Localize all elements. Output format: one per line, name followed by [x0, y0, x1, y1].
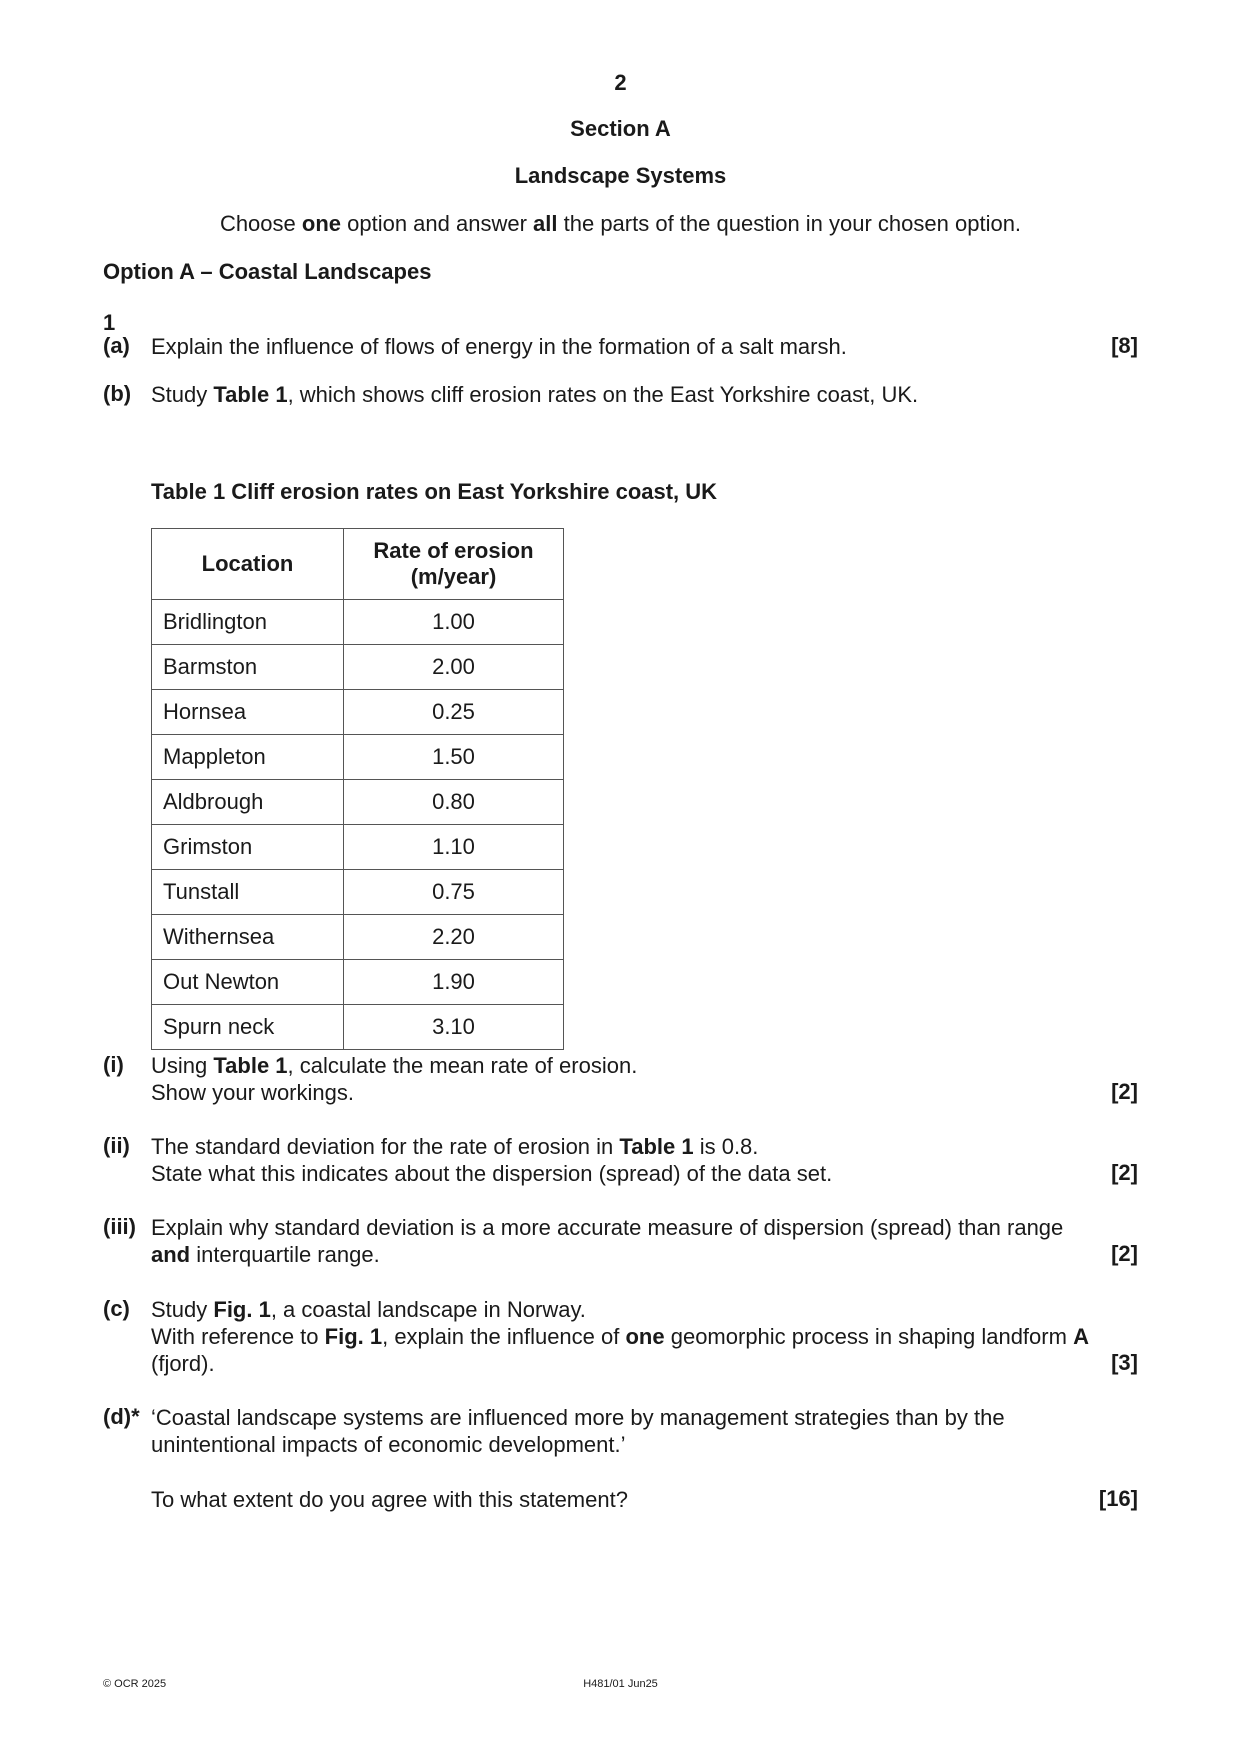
- table-row: [152, 1005, 564, 1050]
- page-number: 2: [614, 70, 627, 95]
- part-d-text: ‘Coastal landscape systems are influenced more by management strategies than by the unintentional impacts of economic development.’: [151, 1405, 1005, 1457]
- location-cell: Tunstall: [152, 870, 344, 915]
- part-b-iii-label: (iii): [103, 1214, 136, 1239]
- part-c-mark: [3]: [1111, 1350, 1138, 1375]
- location-cell: Withernsea: [152, 915, 344, 960]
- rate-cell: 2.00: [344, 645, 564, 690]
- part-d-mark: [16]: [1098, 1486, 1138, 1511]
- part-a-label: (a): [103, 333, 130, 358]
- part-a-mark: [8]: [1111, 333, 1138, 358]
- part-d-label: (d)*: [103, 1404, 140, 1429]
- part-c-label: (c): [103, 1296, 130, 1321]
- option-title: Option A – Coastal Landscapes: [103, 259, 432, 284]
- rate-cell: 0.75: [344, 870, 564, 915]
- table-row: [152, 870, 564, 915]
- part-b-ii-label: (ii): [103, 1133, 130, 1158]
- rate-cell: 2.20: [344, 915, 564, 960]
- section-heading: Section A: [570, 116, 671, 141]
- rate-cell: 0.25: [344, 690, 564, 735]
- table-header-row: [152, 529, 564, 600]
- part-b-text: Study Table 1, which shows cliff erosion rates on the East Yorkshire coast, UK.: [151, 382, 919, 407]
- location-cell: Barmston: [152, 645, 344, 690]
- table-row: [152, 735, 564, 780]
- instruction: Choose one option and answer all the parts of the question in your chosen option.: [219, 211, 1022, 236]
- part-d-question: To what extent do you agree with this statement?: [151, 1487, 628, 1512]
- question-number: 1: [103, 310, 116, 335]
- part-b-ii-text: The standard deviation for the rate of erosion in Table 1 is 0.8. State what this indicates about the dispersion (spread) of the data set.: [151, 1134, 833, 1186]
- location-cell: Spurn neck: [152, 1005, 344, 1050]
- location-cell: Out Newton: [152, 960, 344, 1005]
- location-cell: Hornsea: [152, 690, 344, 735]
- table-row: [152, 825, 564, 870]
- table-row: [152, 600, 564, 645]
- rate-cell: 1.10: [344, 825, 564, 870]
- table-row: [152, 780, 564, 825]
- part-b-ii-mark: [2]: [1111, 1160, 1138, 1185]
- part-b-iii-text: Explain why standard deviation is a more accurate measure of dispersion (spread) than range and interquartile range.: [151, 1215, 1064, 1267]
- table-row: [152, 915, 564, 960]
- location-cell: Mappleton: [152, 735, 344, 780]
- topic-heading: Landscape Systems: [514, 163, 727, 188]
- part-b-iii-mark: [2]: [1111, 1241, 1138, 1266]
- location-header: Location: [152, 529, 344, 600]
- rate-cell: 1.90: [344, 960, 564, 1005]
- table-row: [152, 645, 564, 690]
- part-a-text: Explain the influence of flows of energy in the formation of a salt marsh.: [151, 334, 847, 359]
- erosion-table: [151, 528, 564, 1050]
- table-caption: Table 1 Cliff erosion rates on East Yorkshire coast, UK: [151, 479, 718, 504]
- footer-copyright: © OCR 2025: [103, 1678, 167, 1690]
- rate-cell: 0.80: [344, 780, 564, 825]
- location-cell: Bridlington: [152, 600, 344, 645]
- rate-cell: 3.10: [344, 1005, 564, 1050]
- part-b-i-text: Using Table 1, calculate the mean rate of erosion. Show your workings.: [151, 1053, 638, 1105]
- table-row: [152, 690, 564, 735]
- table-row: [152, 960, 564, 1005]
- rate-cell: 1.50: [344, 735, 564, 780]
- footer-paper-code: H481/01 Jun25: [583, 1678, 658, 1690]
- part-b-label: (b): [103, 381, 132, 406]
- rate-header: Rate of erosion (m/year): [344, 529, 564, 600]
- part-b-i-label: (i): [103, 1052, 124, 1077]
- rate-cell: 1.00: [344, 600, 564, 645]
- part-c-text: Study Fig. 1, a coastal landscape in Norway. With reference to Fig. 1, explain the influence of one geomorphic process in shaping landform A (fjord).: [151, 1297, 1089, 1376]
- part-b-i-mark: [2]: [1111, 1079, 1138, 1104]
- location-cell: Aldbrough: [152, 780, 344, 825]
- location-cell: Grimston: [152, 825, 344, 870]
